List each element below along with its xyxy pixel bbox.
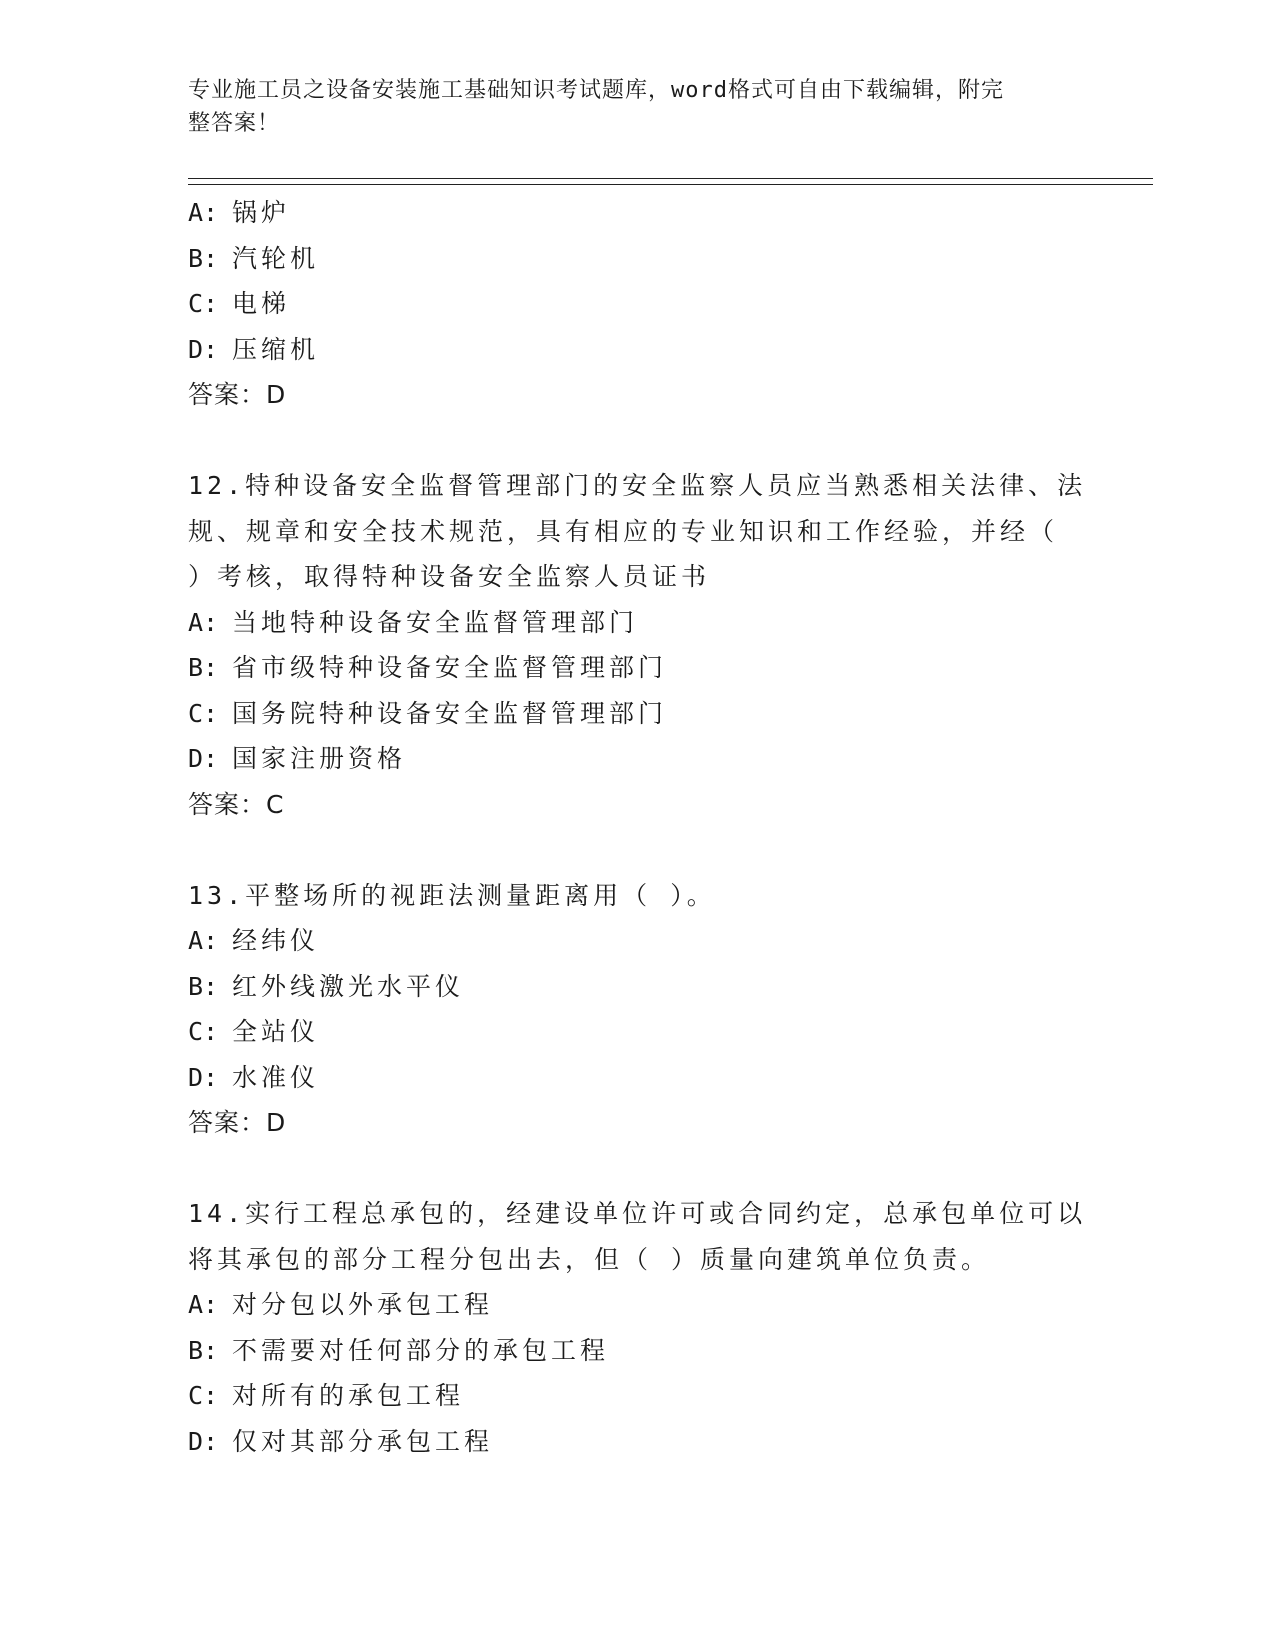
option-label: A: (188, 607, 219, 637)
option-text: 国家注册资格 (232, 744, 407, 773)
option-text: 汽轮机 (232, 243, 320, 273)
option-label: C: (188, 1381, 219, 1410)
option-a (188, 600, 1088, 646)
option-text: 仅对其部分承包工程 (232, 1426, 494, 1456)
spacer (188, 418, 1088, 464)
option-text: 经纬仪 (232, 926, 320, 955)
question-text-line: 将其承包的部分工程分包出去，但（ ）质量向建筑单位负责。 (188, 1244, 991, 1274)
question-13-block (188, 873, 1088, 1146)
question-text-line: ）考核，取得特种设备安全监察人员证书 (188, 562, 711, 591)
spacer (188, 1146, 1088, 1192)
answer-line: 答案：C (188, 789, 285, 819)
header-title-line-1: 专业施工员之设备安装施工基础知识考试题库，word格式可自由下载编辑，附完 (188, 78, 1004, 103)
option-label: C: (188, 698, 219, 728)
answer-line: 答案：D (188, 1108, 287, 1137)
option-text: 省市级特种设备安全监督管理部门 (232, 653, 668, 682)
option-label: D: (188, 1426, 219, 1456)
option-text: 对所有的承包工程 (232, 1381, 465, 1410)
document-header (188, 74, 1068, 140)
header-title-line-2: 整答案！ (188, 111, 281, 136)
option-label: A: (188, 1290, 219, 1319)
option-d (188, 327, 1088, 373)
option-label: C: (188, 289, 219, 318)
option-a (188, 1282, 1088, 1328)
option-label: B: (188, 243, 219, 273)
question-text-line: 13.平整场所的视距法测量距离用（ ）。 (188, 880, 716, 910)
option-d (188, 736, 1088, 782)
option-d (188, 1419, 1088, 1465)
option-a (188, 918, 1088, 964)
option-d (188, 1055, 1088, 1101)
option-b (188, 645, 1088, 691)
option-text: 不需要对任何部分的承包工程 (232, 1335, 610, 1365)
option-b (188, 1328, 1088, 1374)
option-label: A: (188, 926, 219, 955)
option-label: B: (188, 653, 219, 682)
answer-line: 答案：D (188, 380, 287, 409)
option-label: C: (188, 1017, 219, 1046)
option-c (188, 281, 1088, 327)
question-text-line: 14.实行工程总承包的，经建设单位许可或合同约定，总承包单位可以 (188, 1199, 1087, 1228)
option-text: 电梯 (232, 289, 291, 318)
spacer (188, 827, 1088, 873)
option-c (188, 691, 1088, 737)
option-label: B: (188, 1335, 219, 1365)
option-label: D: (188, 744, 219, 773)
option-text: 锅炉 (232, 198, 291, 227)
question-14-block (188, 1191, 1088, 1464)
prev-question-block (188, 190, 1088, 418)
question-12-block (188, 463, 1088, 827)
option-text: 红外线激光水平仪 (232, 971, 465, 1001)
option-text: 对分包以外承包工程 (232, 1290, 494, 1319)
option-a (188, 190, 1088, 236)
option-label: D: (188, 1062, 219, 1092)
option-label: B: (188, 971, 219, 1001)
option-label: A: (188, 198, 219, 227)
option-label: D: (188, 334, 219, 364)
question-text-line: 12.特种设备安全监督管理部门的安全监察人员应当熟悉相关法律、法 (188, 471, 1087, 500)
option-b (188, 236, 1088, 282)
option-text: 压缩机 (232, 334, 320, 364)
question-content (188, 190, 1088, 1464)
option-text: 当地特种设备安全监督管理部门 (232, 607, 639, 637)
option-text: 水准仪 (232, 1062, 320, 1092)
option-b (188, 964, 1088, 1010)
question-text-line: 规、规章和安全技术规范，具有相应的专业知识和工作经验，并经（ (188, 516, 1059, 546)
header-divider (188, 178, 1153, 185)
option-text: 全站仪 (232, 1017, 320, 1046)
option-c (188, 1009, 1088, 1055)
option-c (188, 1373, 1088, 1419)
option-text: 国务院特种设备安全监督管理部门 (232, 698, 668, 728)
